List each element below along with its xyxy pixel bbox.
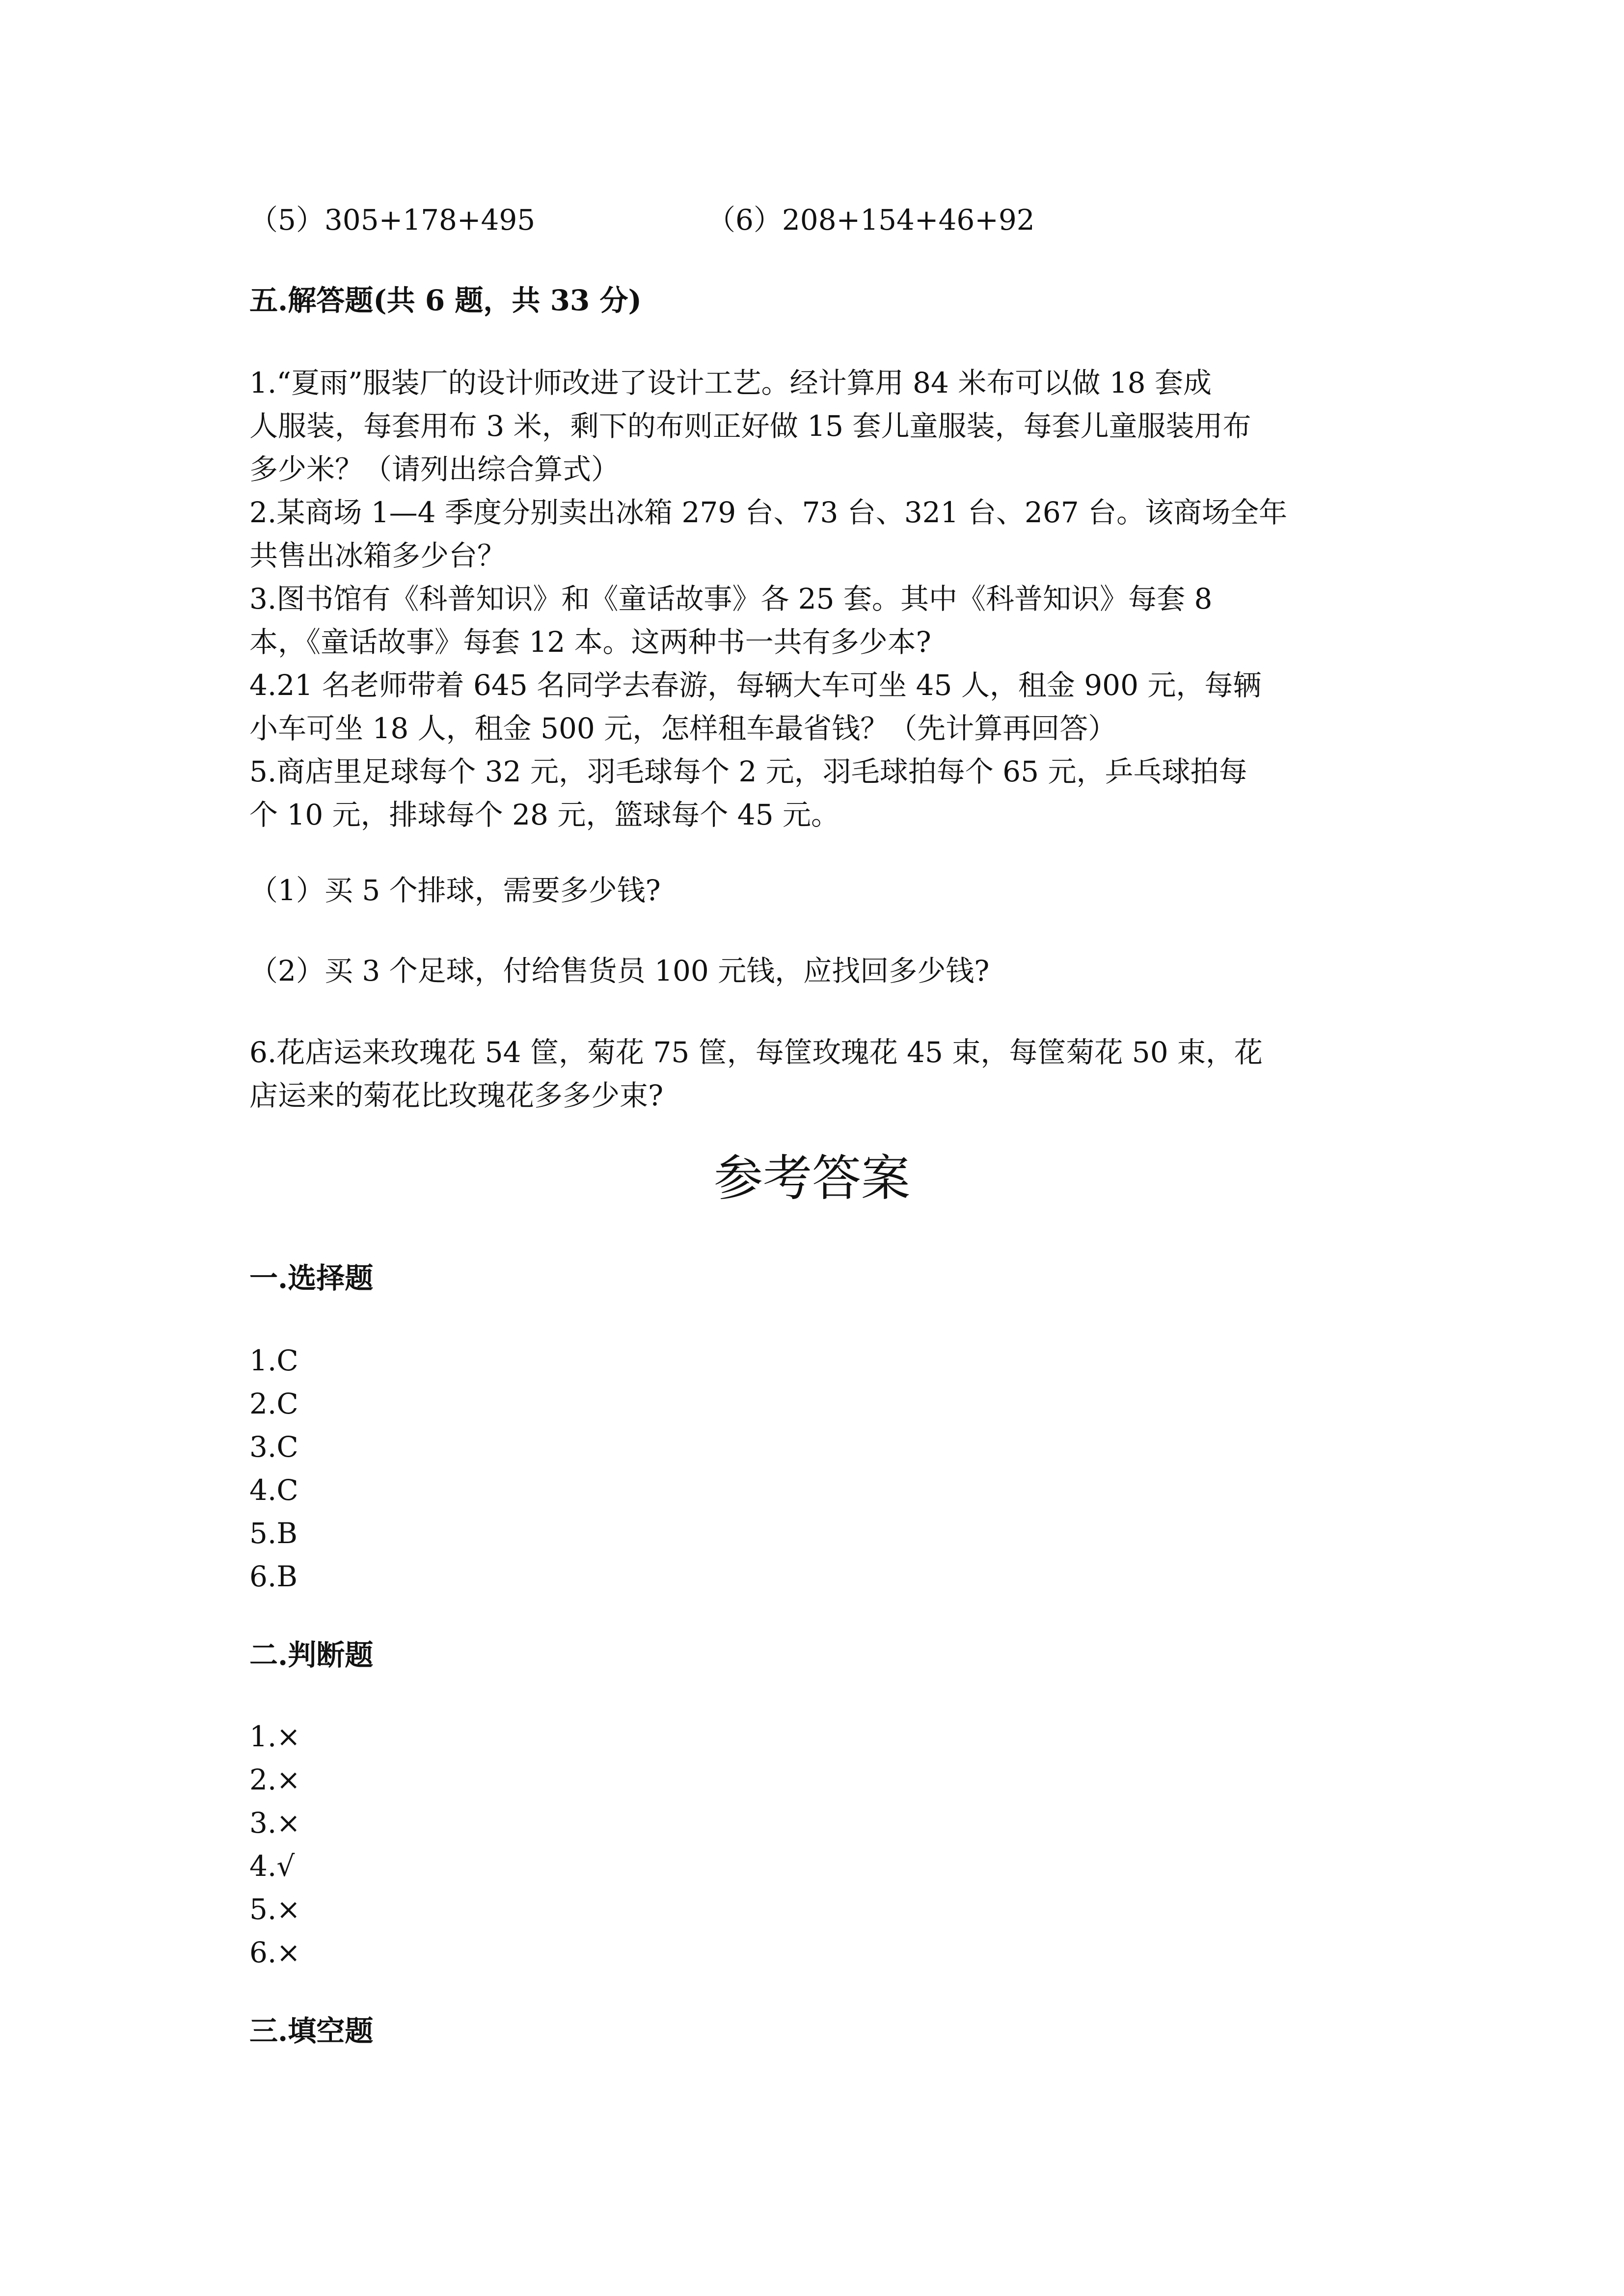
answers-section-2-heading: 二.判断题: [249, 1638, 374, 1672]
sub-question-2: （2）买 3 个足球，付给售货员 100 元钱，应找回多少钱?: [249, 954, 990, 988]
calc-item-6: （6）208+154+46+92: [707, 203, 1035, 237]
problem-line: 共售出冰箱多少台？: [249, 539, 506, 572]
calc-item-5: （5）305+178+495: [249, 203, 536, 237]
answers-section-3-heading: 三.填空题: [249, 2014, 374, 2048]
answers-section-1-heading: 一.选择题: [249, 1261, 374, 1295]
answers-title: 参考答案: [714, 1149, 910, 1207]
answer-item: 1.×: [249, 1720, 300, 1753]
sub-question-1: （1）买 5 个排球，需要多少钱?: [249, 874, 661, 907]
answer-item: 6.B: [249, 1560, 298, 1593]
problem-line: 小车可坐 18 人，租金 500 元，怎样租车最省钱？（先计算再回答）: [249, 712, 1117, 745]
problem-6-line: 6.花店运来玫瑰花 54 筐，菊花 75 筐，每筐玫瑰花 45 束，每筐菊花 50 束，花: [249, 1036, 1263, 1069]
answer-item: 4.C: [249, 1473, 298, 1507]
answer-item: 1.C: [249, 1344, 298, 1377]
problem-line: 2.某商场 1—4 季度分别卖出冰箱 279 台、73 台、321 台、267 台。该商场全年: [249, 496, 1288, 529]
answer-item: 3.×: [249, 1806, 300, 1840]
problem-line: 本，《童话故事》每套 12 本。这两种书一共有多少本?: [249, 625, 931, 659]
problem-line: 1.“夏雨”服装厂的设计师改进了设计工艺。经计算用 84 米布可以做 18 套成: [249, 366, 1212, 400]
answer-item: 3.C: [249, 1430, 298, 1464]
answer-item: 2.C: [249, 1387, 298, 1420]
problem-line: 多少米？（请列出综合算式）: [249, 453, 620, 486]
problem-line: 5.商店里足球每个 32 元，羽毛球每个 2 元，羽毛球拍每个 65 元，乒乓球拍每: [249, 755, 1247, 788]
answer-item: 5.B: [249, 1517, 298, 1550]
section-5-heading: 五.解答题(共 6 题，共 33 分): [249, 284, 642, 317]
problem-line: 3.图书馆有《科普知识》和《童话故事》各 25 套。其中《科普知识》每套 8: [249, 582, 1213, 615]
problem-line: 人服装，每套用布 3 米，剩下的布则正好做 15 套儿童服装，每套儿童服装用布: [249, 409, 1251, 443]
answer-item: 6.×: [249, 1936, 300, 1969]
answer-item: 2.×: [249, 1763, 300, 1796]
problem-line: 4.21 名老师带着 645 名同学去春游，每辆大车可坐 45 人，租金 900 元，每辆: [249, 668, 1262, 702]
problem-line: 个 10 元，排球每个 28 元，篮球每个 45 元。: [249, 798, 840, 831]
problem-6-line: 店运来的菊花比玫瑰花多多少束?: [249, 1079, 664, 1112]
answer-item: 4.√: [249, 1849, 295, 1883]
answer-item: 5.×: [249, 1893, 300, 1926]
